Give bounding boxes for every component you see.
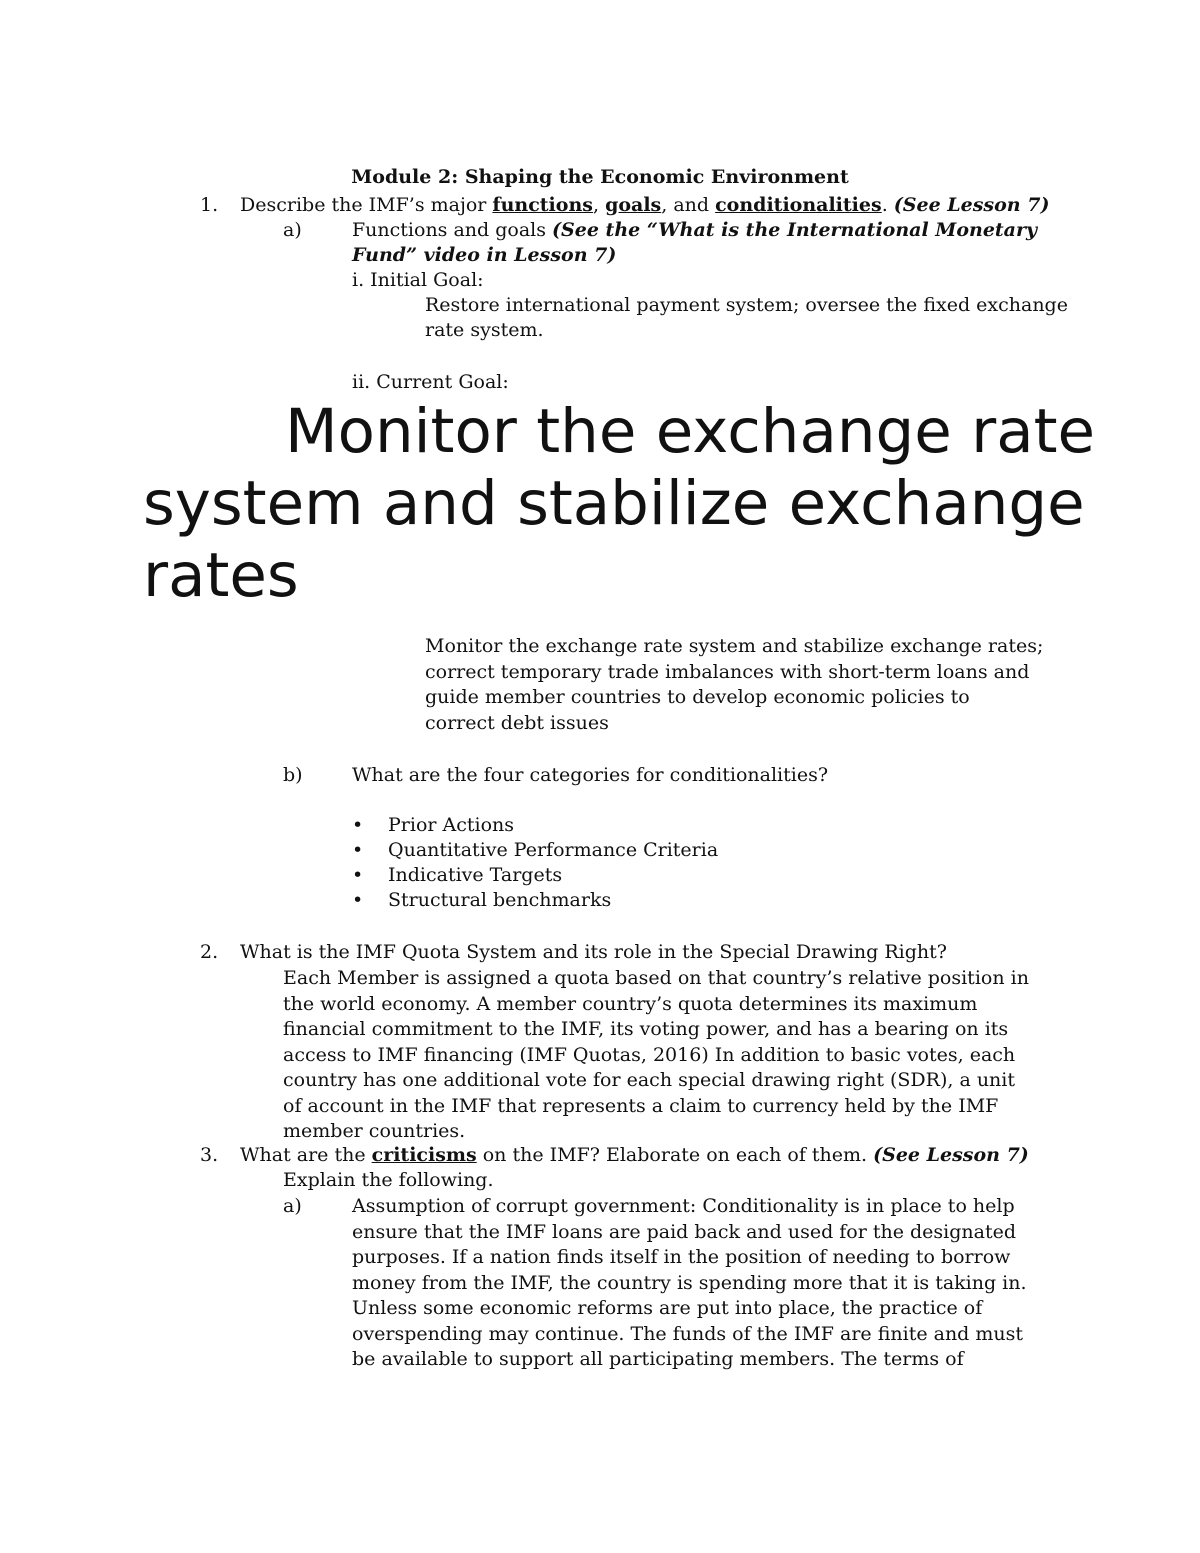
initial-goal-line2: rate system.	[425, 319, 544, 341]
q2-answer: Each Member is assigned a quota based on that country’s relative position in the world economy. A member country’s quota determines its maximum financial commitment to the IMF, its voting power, and has a bearing on its access to IMF financing (IMF Quotas, 2016) In addition to basic votes, each country has one additional vote for each special drawing right (SDR), a unit of account in the IMF that represents a claim to currency held by the IMF member countries.	[283, 967, 1029, 1142]
q1a-text-cont: Fund” video in Lesson 7)	[352, 244, 617, 266]
q1b-text: What are the four categories for conditionalities?	[352, 764, 829, 786]
initial-goal-line1: Restore international payment system; oversee the fixed exchange	[425, 294, 1068, 316]
current-goal-answer: Monitor the exchange rate system and stabilize exchange rates; correct temporary trade imbalances with short-term loans and guide member countries to develop economic policies to correct debt issues	[425, 635, 1044, 734]
q2-question: What is the IMF Quota System and its role in the Special Drawing Right?	[240, 941, 947, 963]
page-title: Module 2: Shaping the Economic Environment	[351, 166, 849, 188]
q2-number: 2.	[200, 941, 219, 963]
q1b-label: b)	[283, 764, 303, 786]
q3-explain: Explain the following.	[283, 1169, 494, 1191]
q3-number: 3.	[200, 1144, 219, 1166]
q1a-text: Functions and goals (See the “What is the International Monetary	[352, 219, 1038, 241]
q3a-label: a)	[283, 1195, 302, 1217]
q1-question: Describe the IMF’s major functions, goals, and conditionalities. (See Lesson 7)	[240, 194, 1050, 216]
q3a-text: Assumption of corrupt government: Conditionality is in place to help ensure that the IMF loans are paid back and used for the designated purposes. If a nation finds itself in the position of needing to borrow money from the IMF, the country is spending more that it is taking in. Unless some economic reforms are put into place, the practice of overspending may continue. The funds of the IMF are finite and must be available to support all participating members. The terms of	[352, 1195, 1027, 1370]
initial-goal-label: i. Initial Goal:	[352, 269, 484, 291]
pasted-large-text: Monitor the exchange rate system and stabilize exchange rates	[143, 396, 1096, 611]
current-goal-label: ii. Current Goal:	[352, 371, 509, 393]
q3-question: What are the criticisms on the IMF? Elaborate on each of them. (See Lesson 7)	[240, 1144, 1029, 1166]
q1a-label: a)	[283, 219, 302, 241]
q1-number: 1.	[200, 194, 219, 216]
